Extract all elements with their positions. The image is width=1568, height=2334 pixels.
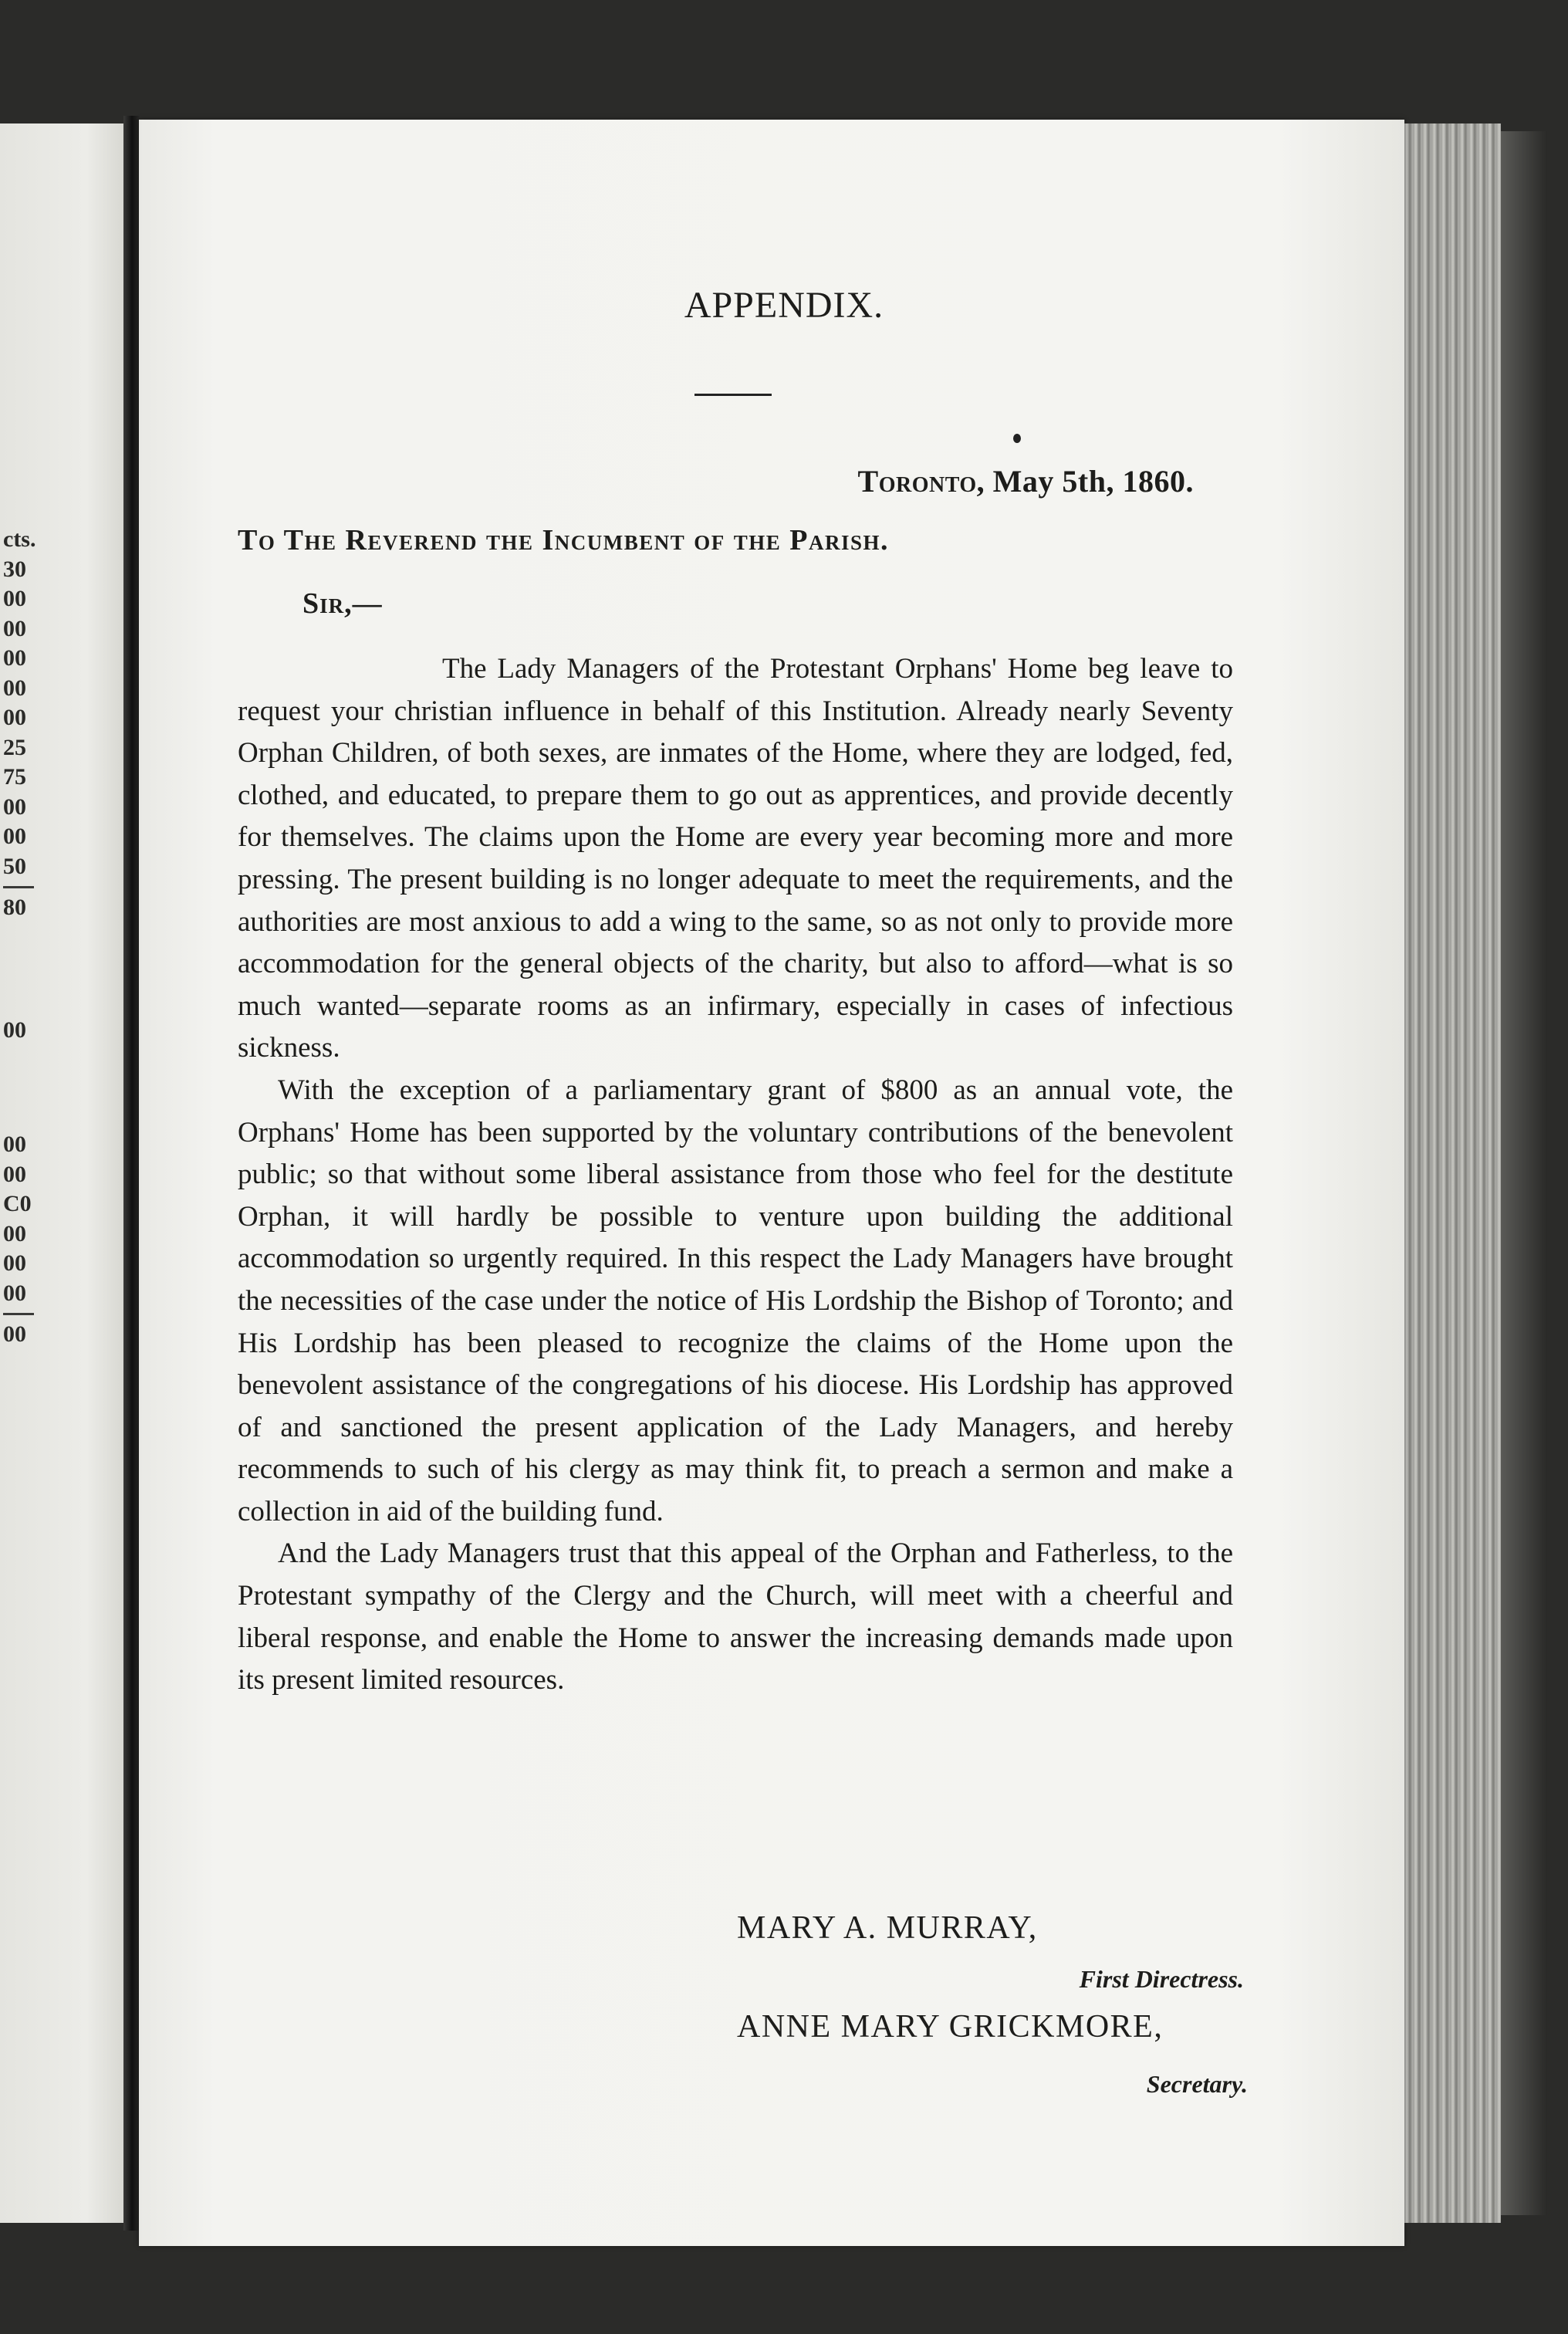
letter-address: To The Reverend the Incumbent of the Parish. <box>238 524 890 556</box>
body-paragraph: And the Lady Managers trust that this appeal of the Orphan and Fatherless, to the Protestant sympathy of the Clergy and the Church, will meet with a cheerful and liberal response, and enable the Home to answer the increasing demands made upon its present limited resources. <box>238 1537 1233 1696</box>
signature-title: Secretary. <box>1146 2070 1248 2098</box>
letter-body <box>238 648 1233 1702</box>
margin-rule <box>3 1313 34 1315</box>
margin-figure: 00 <box>3 824 26 849</box>
margin-figure: 75 <box>3 764 26 790</box>
margin-gap <box>3 923 57 1016</box>
margin-figure: 00 <box>3 586 26 611</box>
facing-page <box>0 123 123 2223</box>
margin-figure: 00 <box>3 1220 26 1246</box>
margin-figure: 00 <box>3 1016 26 1043</box>
margin-gap <box>3 1045 57 1130</box>
signature-name: MARY A. MURRAY, <box>737 1910 1038 1946</box>
signature-name: ANNE MARY GRICKMORE, <box>737 2009 1164 2045</box>
margin-total: 80 <box>3 895 26 920</box>
letter-salutation: Sir,— <box>302 587 383 620</box>
margin-figure: 00 <box>3 793 26 820</box>
body-paragraph: With the exception of a parliamentary grant of $800 as an annual vote, the Orphans' Home has been supported by the voluntary contributions of the benevolent public; so that without some liberal assistance from those who feel for the destitute Orphan, it will hardly be possible to venture upon building the additional accommodation so urgently required. In this respect the Lady Managers have brought the necessities of the case under the notice of His Lordship the Bishop of Toronto; and His Lordship has been pleased to recognize the claims of the Home upon the benevolent assistance of the congregations of his diocese. His Lordship has approved of and sanctioned the present application of the Lady Managers, and hereby recommends to such of his clergy as may think fit, to preach a sermon and make a collection in aid of the building fund. <box>238 1074 1233 1527</box>
margin-figure: 00 <box>3 615 26 641</box>
margin-figure: 00 <box>3 1161 26 1187</box>
date-city: Toronto, <box>857 464 985 499</box>
body-paragraph: The Lady Managers of the Protestant Orphans' Home beg leave to request your christian influence in behalf of this Institution. Already nearly Seventy Orphan Children, of both sexes, are inmates of the Home, where they are lodged, fed, clothed, and educated, to prepare them to go out as apprentices, and provide decently for themselves. The claims upon the Home are every year becoming more and more pressing. The present building is no longer adequate to meet the requirements, and the authorities are most anxious to add a wing to the same, so as not only to provide more accommodation for the general objects of the charity, but also to afford—what is so much wanted—separate rooms as an infirmary, especially in cases of infectious sickness. <box>238 653 1233 1064</box>
margin-figure: 50 <box>3 853 26 879</box>
margin-figure: 00 <box>3 705 26 730</box>
margin-figure: 00 <box>3 1250 26 1276</box>
book-cover-edge <box>1501 131 1547 2215</box>
margin-figure: 25 <box>3 734 26 760</box>
letter-date <box>858 463 1194 499</box>
margin-total: 00 <box>3 1321 26 1347</box>
margin-figure: 30 <box>3 556 26 582</box>
margin-figures-column <box>3 525 57 1350</box>
title-rule <box>694 394 772 396</box>
ink-dot <box>1013 434 1021 443</box>
margin-figure: 00 <box>3 645 26 671</box>
margin-figure: 00 <box>3 1280 26 1306</box>
page-title: APPENDIX. <box>684 285 884 326</box>
margin-header: cts. <box>3 526 36 552</box>
margin-figure: 00 <box>3 675 26 701</box>
margin-rule <box>3 886 34 888</box>
margin-figure: 00 <box>3 1131 26 1157</box>
book-gutter <box>123 116 140 2231</box>
margin-figure: C0 <box>3 1191 32 1216</box>
signature-title: First Directress. <box>1079 1965 1244 1993</box>
date-text: May 5th, 1860. <box>992 464 1194 499</box>
